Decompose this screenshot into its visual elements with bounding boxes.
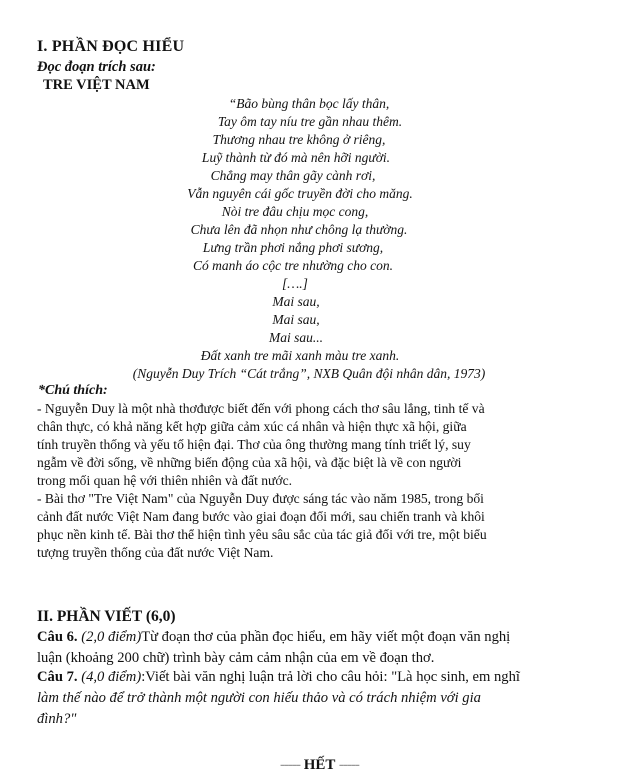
poem-line: Lưng trần phơi nắng phơi sương, [202,240,384,255]
poem-line: Có manh áo cộc tre nhường cho con. [192,258,394,273]
question-6-points: (2,0 điểm) [81,629,142,645]
section-1-heading: I. PHẦN ĐỌC HIỂU [37,38,185,55]
question-6-line-2: luận (khoảng 200 chữ) trình bày cảm cảm nhận của em về đoạn thơ. [37,650,435,666]
note-line: ngẫm về đời sống, về những biến động của xã hội, và đặc biệt là về con người [37,455,462,470]
poem-line: Vẫn nguyên cái gốc truyền đời cho măng. [187,186,413,201]
poem-line: Mai sau... [269,330,323,345]
note-line: trong mối quan hệ với thiên nhiên và đất nước. [37,473,293,488]
question-6-text: Từ đoạn thơ của phần đọc hiểu, em hãy viết một đoạn văn nghị [141,629,511,645]
note-line: tính truyền thống và yếu tố hiện đại. Thơ của ông thường mang tính triết lý, suy [37,437,471,452]
end-dashes-right: ----- [338,757,359,773]
poem-line: “Bão bùng thân bọc lấy thân, [228,96,390,111]
question-7-label: Câu 7. [37,669,78,685]
poem-title: TRE VIỆT NAM [43,77,150,93]
note-line: phục nền kinh tế. Bài thơ thể hiện tình yêu sâu sắc của tác giả đối với tre, một biểu [37,527,487,542]
question-7-points: (4,0 điểm) [81,669,142,685]
note-line: tượng truyền thống của đất nước Việt Nam. [37,545,274,560]
end-dashes-left: ----- [280,757,300,773]
poem-line: Chẳng may thân gãy cành rơi, [210,168,376,183]
note-line: chân thực, có khả năng kết hợp giữa cảm xúc cá nhân và hiện thực xã hội, giữa [37,419,467,434]
poem-source: (Nguyễn Duy Trích “Cát trắng”, NXB Quân đội nhân dân, 1973) [132,366,486,381]
poem-line: Nòi tre đâu chịu mọc cong, [221,204,369,219]
note-line: cảnh đất nước Việt Nam đang bước vào giai đoạn đổi mới, sau chiến tranh và khôi [37,509,485,524]
question-6-line-1 [37,629,510,646]
question-7-line-1 [37,669,520,686]
end-text: HẾT [303,757,336,773]
notes-label: *Chú thích: [38,383,108,398]
note-line: - Nguyễn Duy là một nhà thơđược biết đến với phong cách thơ sâu lắng, tinh tế và [37,401,485,416]
poem-line: Thương nhau tre không ở riêng, [212,132,386,147]
poem-line: Đất xanh tre mãi xanh màu tre xanh. [200,348,400,363]
question-7-text: :Viết bài văn nghị luận trả lời cho câu hỏi: "Là học sinh, em nghĩ [141,669,520,685]
poem-line: Tay ôm tay níu tre gần nhau thêm. [217,114,403,129]
question-7-line-2: làm thế nào để trở thành một người con hiếu thảo và có trách nhiệm với gia [37,690,481,706]
question-6-label: Câu 6. [37,629,78,645]
question-7-line-3: đình?" [37,711,77,727]
end-marker [280,757,359,774]
reading-instruction: Đọc đoạn trích sau: [37,59,156,75]
poem-line: Mai sau, [272,294,320,309]
note-line: - Bài thơ "Tre Việt Nam" của Nguyễn Duy được sáng tác vào năm 1985, trong bối [37,491,484,506]
section-2-heading: II. PHẦN VIẾT (6,0) [37,608,176,625]
poem-line: Chưa lên đã nhọn như chông lạ thường. [190,222,408,237]
poem-line: Mai sau, [272,312,320,327]
poem-line: Luỹ thành từ đó mà nên hỡi người. [201,150,391,165]
poem-ellipsis: [….] [282,276,308,291]
